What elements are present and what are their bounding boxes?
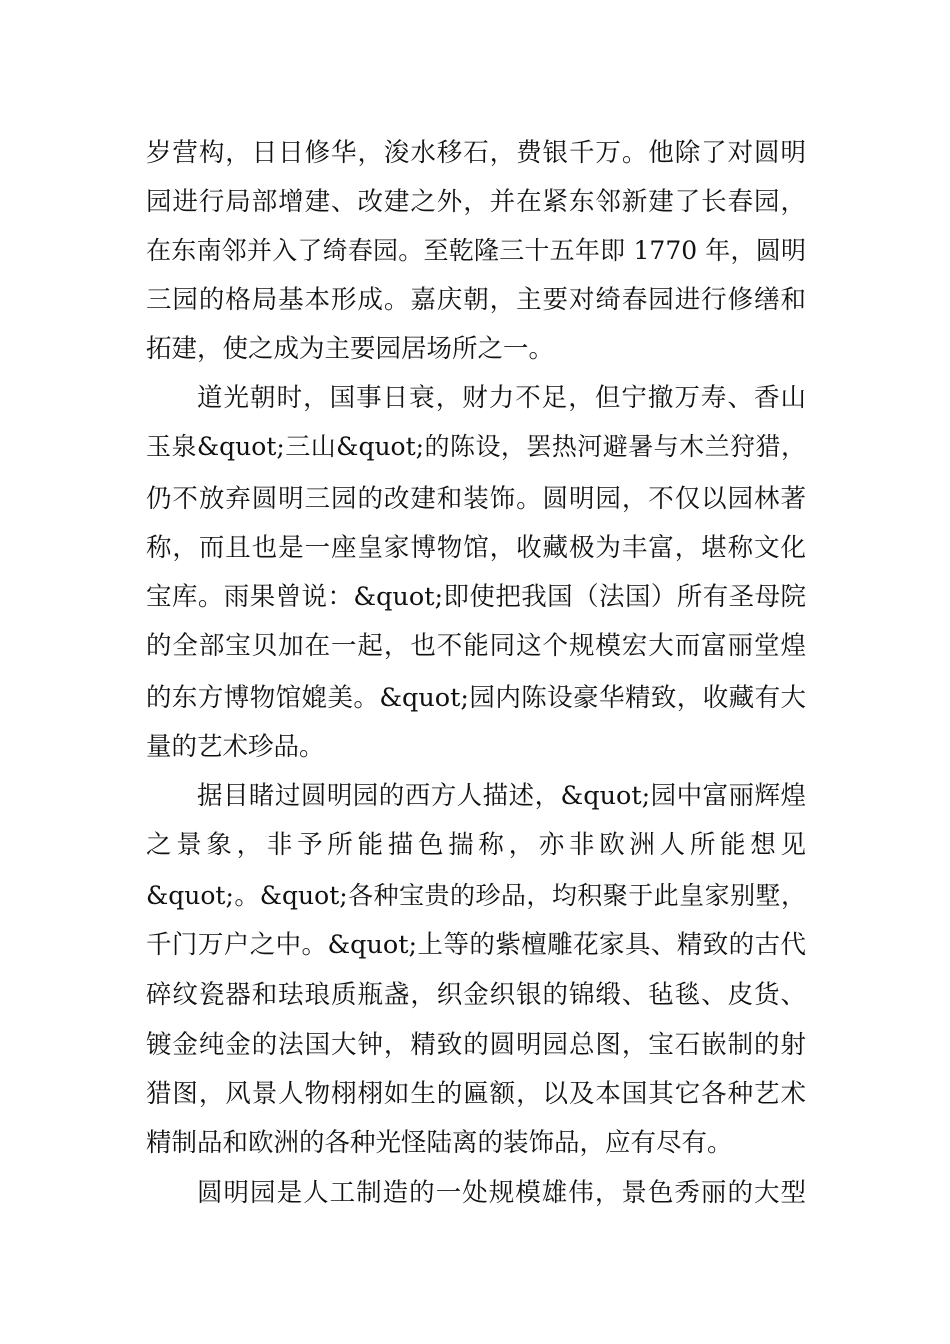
paragraph-first-line: 道光朝时，国事日衰，财力不足，但宁撤万寿、香山 [197,383,806,413]
text-line: 精制品和欧洲的各种光怪陆离的装饰品，应有尽有。 [146,1128,733,1158]
text-line: 园进行局部增建、改建之外，并在紧东邻新建了长春园， [146,187,806,217]
text-line: 在东南邻并入了绮春园。至乾隆三十五年即 1770 年，圆明 [146,236,806,265]
text-line: 宝库。雨果曾说：&quot;即使把我国（法国）所有圣母院 [146,582,806,612]
text-line: 拓建，使之成为主要园居场所之一。 [146,334,555,364]
paragraph-first-line: 圆明园是人工制造的一处规模雄伟，景色秀丽的大型 [197,1178,806,1208]
text-line: 猎图，风景人物栩栩如生的匾额，以及本国其它各种艺术 [146,1079,806,1109]
text-line: 千门万户之中。&quot;上等的紫檀雕花家具、精致的古代 [146,930,806,960]
text-line: 玉泉&quot;三山&quot;的陈设，罢热河避暑与木兰狩猎， [146,432,806,461]
text-line: 称，而且也是一座皇家博物馆，收藏极为丰富，堪称文化 [146,533,806,563]
text-line: 的东方博物馆媲美。&quot;园内陈设豪华精致，收藏有大 [146,683,806,713]
paragraph-first-line: 据目睹过圆明园的西方人描述，&quot;园中富丽辉煌 [197,781,806,811]
text-line: 岁营构，日日修华，浚水移石，费银千万。他除了对圆明 [146,138,806,168]
text-line: 碎纹瓷器和珐琅质瓶盏，织金织银的锦缎、毡毯、皮货、 [146,980,806,1010]
text-line: 之景象，非予所能描色揣称，亦非欧洲人所能想见 [146,830,806,860]
text-line: &quot;。&quot;各种宝贵的珍品，均积聚于此皇家别墅， [146,881,806,910]
text-line: 的全部宝贝加在一起，也不能同这个规模宏大而富丽堂煌 [146,631,806,661]
text-line: 镀金纯金的法国大钟，精致的圆明园总图，宝石嵌制的射 [146,1030,806,1060]
text-line: 量的艺术珍品。 [146,732,325,762]
text-line: 三园的格局基本形成。嘉庆朝，主要对绮春园进行修缮和 [146,285,806,315]
text-line: 仍不放弃圆明三园的改建和装饰。圆明园，不仅以园林著 [146,484,806,514]
